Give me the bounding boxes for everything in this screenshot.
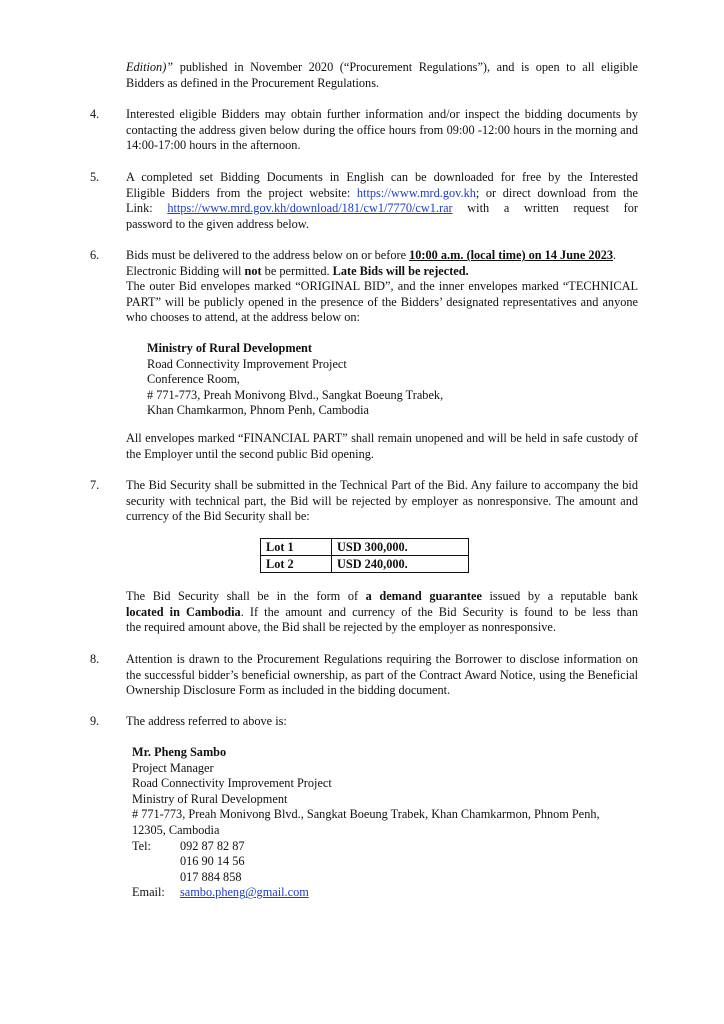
item6-line1-post: .: [613, 248, 617, 262]
project-website-link[interactable]: https://www.mrd.gov.kh: [356, 185, 476, 200]
intro-line2: Bidders as defined in the Procurement Regulations.: [126, 75, 380, 90]
item5-line2-post: ; or direct download from the: [475, 185, 638, 200]
item6-opening-paragraph: The outer Bid envelopes marked “ORIGINAL BID”, and the inner envelopes marked “TECHNICAL PART” will be publicly opened in the presence of the Bidders’ designated representatives and anyone who chooses to attend, at the address below on:: [126, 279, 638, 325]
item-number-8: 8.: [90, 652, 100, 666]
venue-street: # 771-773, Preah Monivong Blvd., Sangkat Boeung Trabek,: [147, 387, 444, 402]
contact-title: Project Manager: [132, 760, 214, 775]
contact-postal: 12305, Cambodia: [132, 822, 220, 837]
tel-number-2: 016 90 14 56: [180, 854, 245, 869]
item6-line2-pre: Electronic Bidding will: [126, 263, 245, 278]
item7-paragraph: The Bid Security shall be submitted in the Technical Part of the Bid. Any failure to accompany the bid security with technical part, the Bid will be rejected by employer as nonresponsive. The amount and currency of the Bid Security shall be:: [126, 478, 638, 524]
item6-not: not: [244, 263, 262, 278]
venue-city: Khan Chamkarmon, Phnom Penh, Cambodia: [147, 403, 370, 418]
venue-org: Ministry of Rural Development: [147, 341, 312, 355]
lot-cell: Lot 1: [261, 539, 332, 556]
item6-line2-mid: be permitted.: [261, 263, 333, 278]
item7-after-line3: the required amount above, the Bid shall be rejected by the employer as nonresponsive.: [126, 620, 556, 635]
item5-line3-post: with a written request for: [452, 201, 639, 216]
table-row: [261, 539, 469, 556]
item7-after-post: issued by a reputable bank: [481, 589, 638, 603]
item6-paragraph: [126, 248, 638, 326]
item5-line3-pre: Link:: [126, 201, 168, 216]
demand-guarantee: a demand guarantee: [365, 589, 482, 603]
venue-room: Conference Room,: [147, 372, 240, 387]
amount-cell: USD 240,000.: [332, 556, 469, 573]
contact-name: Mr. Pheng Sambo: [132, 745, 227, 759]
item-number-9: 9.: [90, 714, 100, 728]
email-label: Email:: [132, 885, 165, 900]
contact-street: # 771-773, Preah Monivong Blvd., Sangkat Boeung Trabek, Khan Chamkarmon, Phnom Penh,: [132, 807, 600, 822]
bid-security-table: [260, 538, 469, 573]
intro-italic: Edition)”: [126, 60, 174, 74]
item5-paragraph: [126, 170, 638, 232]
venue-project: Road Connectivity Improvement Project: [147, 356, 347, 371]
bid-deadline: 10:00 a.m. (local time) on 14 June 2023: [409, 248, 614, 262]
amount-cell: USD 300,000.: [332, 539, 469, 556]
contact-org: Ministry of Rural Development: [132, 791, 288, 806]
tel-number-1: 092 87 82 87: [180, 838, 245, 853]
lot-cell: Lot 2: [261, 556, 332, 573]
download-link[interactable]: https://www.mrd.gov.kh/download/181/cw1/7770/cw1.rar: [167, 201, 453, 216]
item-number-4: 4.: [90, 107, 100, 121]
tel-label: Tel:: [132, 838, 151, 853]
contact-block: [132, 745, 600, 901]
item4-paragraph: Interested eligible Bidders may obtain further information and/or inspect the bidding documents by contacting the address given below during the office hours from 09:00 -12:00 hours in the morning and 14:00-17:00 hours in the afternoon.: [126, 107, 638, 153]
item7-after-pre: The Bid Security shall be in the form of: [126, 589, 366, 603]
table-row: [261, 556, 469, 573]
item5-line2-pre: Eligible Bidders from the project website:: [126, 185, 357, 200]
intro-line1: published in November 2020 (“Procurement Regulations”), and is open to all eligible: [173, 60, 638, 74]
email-link[interactable]: sambo.pheng@gmail.com: [180, 885, 309, 900]
intro-paragraph: [126, 60, 638, 91]
item9-paragraph: The address referred to above is:: [126, 714, 287, 728]
late-bids-notice: Late Bids will be rejected.: [332, 263, 469, 278]
item8-paragraph: Attention is drawn to the Procurement Regulations requiring the Borrower to disclose information on the successful bidder’s beneficial ownership, as part of the Contract Award Notice, using the Beneficial Ownership Disclosure Form as included in the bidding document.: [126, 652, 638, 698]
item6-line1-pre: Bids must be delivered to the address below on or before: [126, 248, 410, 262]
located-in-cambodia: located in Cambodia: [126, 604, 241, 619]
item5-line4: password to the given address below.: [126, 216, 309, 231]
venue-address: [147, 341, 443, 419]
tel-number-3: 017 884 858: [180, 869, 242, 884]
bid-security-form-paragraph: [126, 589, 638, 636]
item-number-6: 6.: [90, 248, 100, 262]
contact-project: Road Connectivity Improvement Project: [132, 776, 332, 791]
item7-after-line2: . If the amount and currency of the Bid Security is found to be less than: [240, 604, 638, 619]
item-number-5: 5.: [90, 170, 100, 184]
financial-part-paragraph: All envelopes marked “FINANCIAL PART” shall remain unopened and will be held in safe custody of the Employer until the second public Bid opening.: [126, 431, 638, 461]
item5-line1: A completed set Bidding Documents in English can be downloaded for free by the Interested: [126, 170, 638, 184]
item-number-7: 7.: [90, 478, 100, 492]
